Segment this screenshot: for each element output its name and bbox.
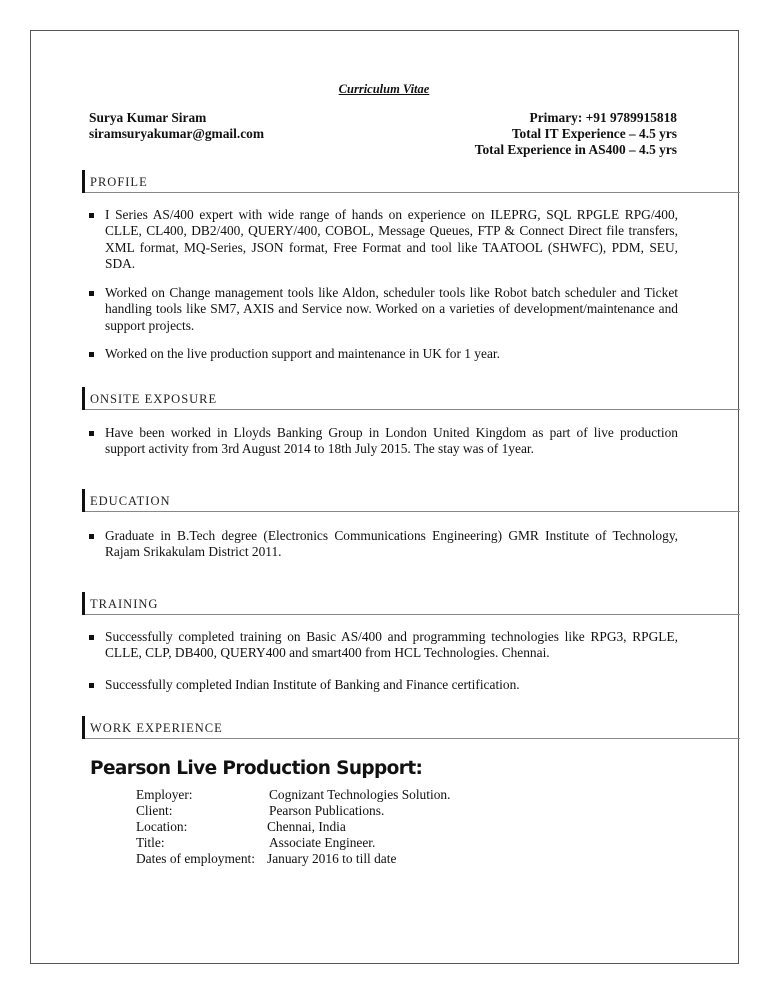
list-item [89,207,678,272]
bullet-icon [89,683,94,688]
section-label: EDUCATION [90,494,171,508]
bullet-text: Worked on Change management tools like Aldon, scheduler tools like Robot batch scheduler and Ticket handling tools like SM7, AXIS and Service now. Worked on a varieties of development/maintenance and support projects. [105,285,678,333]
section-label: ONSITE EXPOSURE [90,392,218,406]
list-item [89,425,678,458]
list-item [89,285,678,334]
detail-value: Associate Engineer. [269,835,376,850]
bullet-text: Graduate in B.Tech degree (Electronics Communications Engineering) GMR Institute of Technology, Rajam Srikakulam District 2011. [105,528,678,560]
as400-experience: Total Experience in AS400 – 4.5 yrs [474,142,677,157]
detail-value: Cognizant Technologies Solution. [269,787,451,802]
list-item [89,677,678,693]
section-label: TRAINING [90,597,159,611]
job-detail-row [136,835,376,851]
section-heading-onsite-exposure [82,387,740,410]
detail-label: Title: [136,835,165,850]
job-title: Pearson Live Production Support: [90,758,423,779]
section-heading-profile [82,170,740,193]
job-detail-row [136,851,397,867]
job-detail-row [136,819,346,835]
bullet-text: Successfully completed training on Basic AS/400 and programming technologies like RPG3, RPGLE, CLLE, CLP, DB400, QUERY400 and smart400 from HCL Technologies. Chennai. [105,629,678,661]
section-label: PROFILE [90,175,148,189]
bullet-icon [89,635,94,640]
list-item [89,629,678,662]
bullet-icon [89,534,94,539]
section-heading-work-experience [82,716,740,739]
job-detail-row [136,787,451,803]
bullet-icon [89,291,94,296]
bullet-icon [89,213,94,218]
document-title: Curriculum Vitae [338,82,430,96]
bullet-text: Worked on the live production support and maintenance in UK for 1 year. [105,346,500,361]
detail-value: January 2016 to till date [267,851,397,866]
section-heading-training [82,592,740,615]
bullet-text: I Series AS/400 expert with wide range of hands on experience on ILEPRG, SQL RPGLE RPG/400, CLLE, CL400, DB2/400, QUERY/400, COBOL, Message Queues, FTP & Connect Direct file transfers, XML format, MQ-Series, JSON format, Free Format and tool like TAATOOL (SHWFC), PDM, SEU, SDA. [105,207,678,271]
section-label: WORK EXPERIENCE [90,721,223,735]
candidate-email: siramsuryakumar@gmail.com [89,126,264,141]
bullet-text: Successfully completed Indian Institute of Banking and Finance certification. [105,677,520,692]
bullet-icon [89,431,94,436]
detail-value: Pearson Publications. [269,803,385,818]
it-experience: Total IT Experience – 4.5 yrs [511,126,677,141]
list-item [89,346,678,362]
bullet-icon [89,352,94,357]
section-heading-education [82,489,740,512]
list-item [89,528,678,561]
detail-label: Location: [136,819,188,834]
detail-label: Dates of employment: [136,851,255,866]
detail-label: Employer: [136,787,193,802]
candidate-name: Surya Kumar Siram [89,110,207,125]
detail-value: Chennai, India [267,819,346,834]
detail-label: Client: [136,803,173,818]
bullet-text: Have been worked in Lloyds Banking Group in London United Kingdom as part of live production support activity from 3rd August 2014 to 18th July 2015. The stay was of 1year. [105,425,678,457]
phone-number: Primary: +91 9789915818 [529,110,677,125]
job-detail-row [136,803,385,819]
